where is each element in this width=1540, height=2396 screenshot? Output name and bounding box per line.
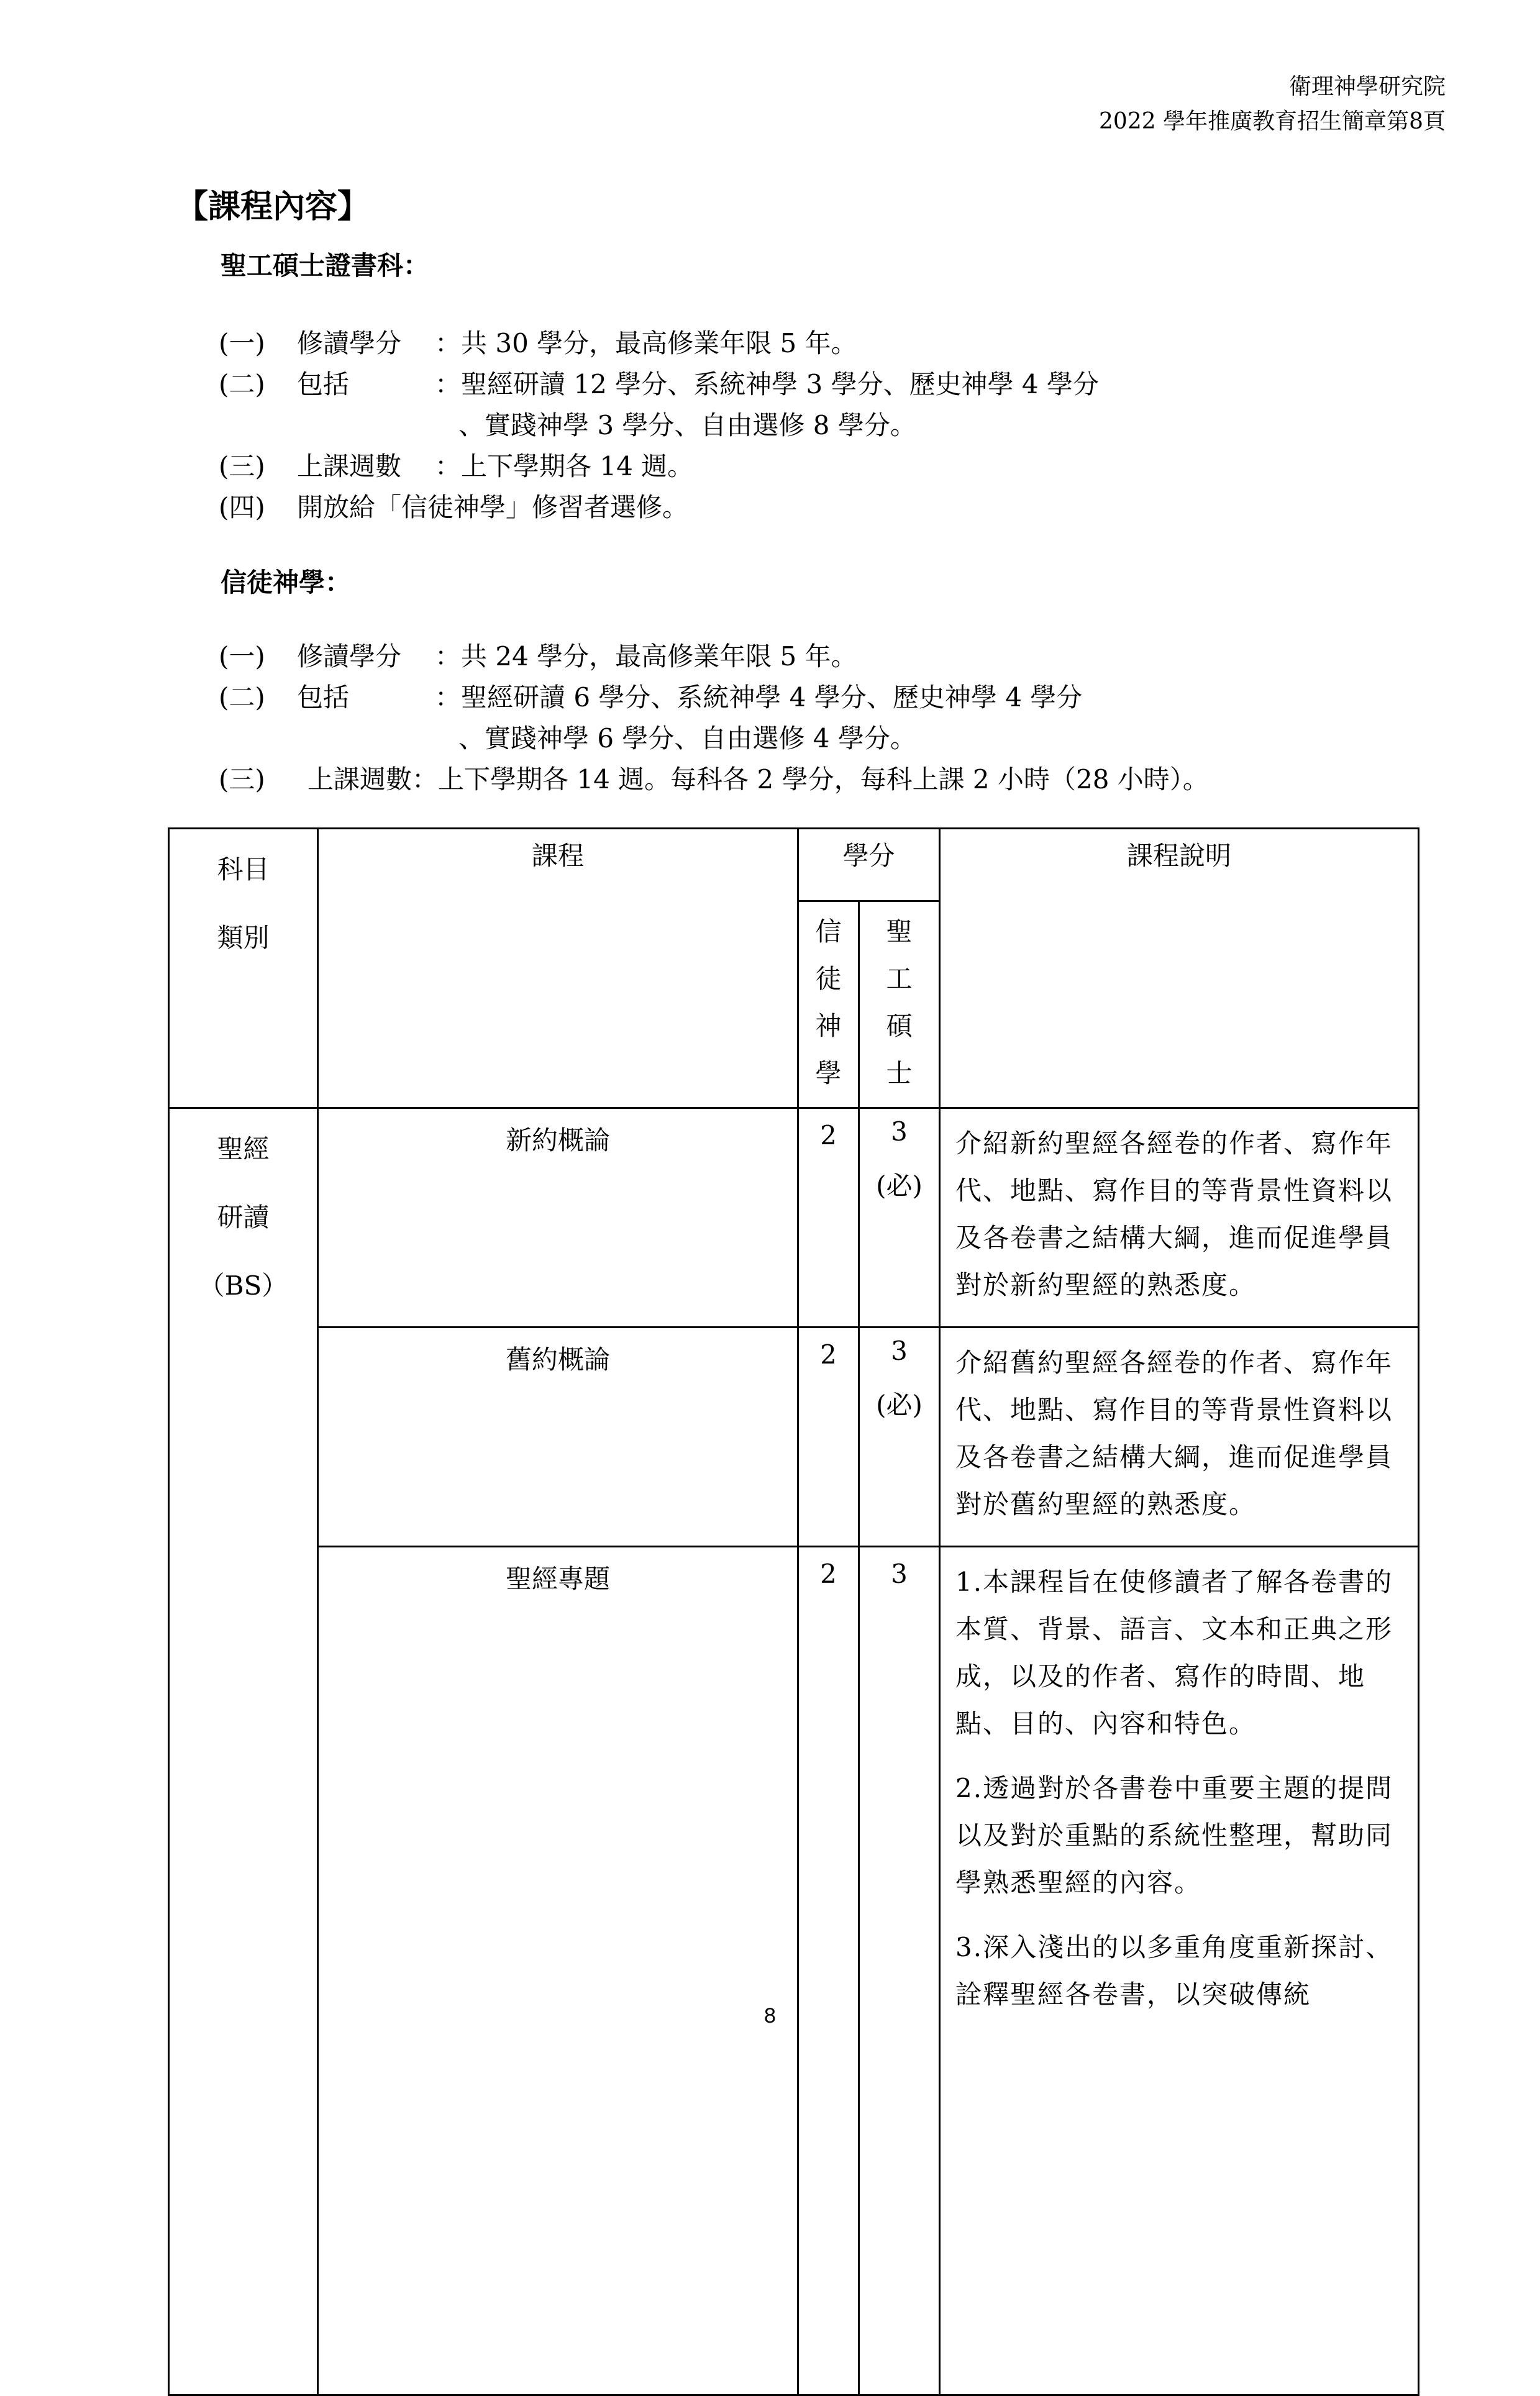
p1-item1-key: 修讀學分 <box>297 328 402 358</box>
p1-item3-value: ：上下學期各 14 週。 <box>435 451 694 481</box>
p1-item2-num: (二) <box>219 369 265 399</box>
description-paragraph: 介紹舊約聖經各經卷的作者、寫作年代、地點、寫作目的等背景性資料以及各卷書之結構大綱，進而促進學員對於舊約聖經的熟悉度。 <box>955 1347 1393 1519</box>
course-description <box>940 1328 1419 1547</box>
required-note: (必) <box>876 1170 923 1201</box>
header-credit-master <box>859 901 940 1108</box>
p1-item4-text: 開放給「信徒神學」修習者選修。 <box>297 492 689 522</box>
program2-title: 信徒神學： <box>221 567 352 598</box>
p1-item3-key: 上課週數 <box>297 451 402 481</box>
table-row <box>169 1108 1419 1328</box>
program1-title: 聖工碩士證書科： <box>221 250 430 281</box>
p2-item2-num: (二) <box>219 682 265 713</box>
course-description <box>940 1547 1419 2395</box>
p1-item2-value-cont: 、實踐神學 3 學分、自由選修 8 學分。 <box>458 410 916 440</box>
category-cell <box>169 1108 318 2395</box>
lay-char: 信 <box>815 916 842 947</box>
master-char: 碩 <box>886 1011 913 1041</box>
master-char: 聖 <box>886 916 913 947</box>
header-course: 課程 <box>318 829 798 1108</box>
p2-item3-num: (三) <box>219 764 265 795</box>
p1-item2-key: 包括 <box>297 369 350 399</box>
p2-item1-num: (一) <box>219 641 265 672</box>
course-name: 新約概論 <box>318 1108 798 1328</box>
lay-char: 徒 <box>815 963 842 994</box>
header <box>1099 70 1446 139</box>
p1-item3-num: (三) <box>219 451 265 481</box>
p1-item1-num: (一) <box>219 328 265 358</box>
header-credit-lay <box>798 901 859 1108</box>
credit-lay: 2 <box>798 1547 859 2395</box>
lay-char: 神 <box>815 1011 842 1041</box>
table-row <box>169 1328 1419 1547</box>
required-note: (必) <box>876 1390 923 1420</box>
header-brochure: 2022 學年推廣教育招生簡章第8頁 <box>1099 109 1446 134</box>
section-title: 【課程內容】 <box>176 188 370 225</box>
p2-item1-key: 修讀學分 <box>297 641 402 672</box>
p1-item1-value: ：共 30 學分，最高修業年限 5 年。 <box>435 328 857 358</box>
table-row <box>169 1547 1419 2395</box>
p1-item4-num: (四) <box>219 492 265 522</box>
course-table <box>168 827 1419 2396</box>
header-category-line1: 科目 <box>217 854 270 885</box>
p2-item3-text: 上課週數：上下學期各 14 週。每科各 2 學分，每科上課 2 小時（28 小時）。 <box>308 764 1209 795</box>
header-category <box>169 829 318 1108</box>
header-institution: 衛理神學研究院 <box>1288 74 1446 99</box>
master-char: 工 <box>886 963 913 994</box>
lay-char: 學 <box>815 1058 842 1088</box>
header-category-line2: 類別 <box>217 922 270 953</box>
header-description: 課程說明 <box>940 829 1419 1108</box>
p2-item2-value: ：聖經研讀 6 學分、系統神學 4 學分、歷史神學 4 學分 <box>435 682 1083 713</box>
category-line3: （BS） <box>198 1270 288 1301</box>
course-name: 聖經專題 <box>318 1547 798 2395</box>
course-name: 舊約概論 <box>318 1328 798 1547</box>
category-line1: 聖經 <box>217 1134 270 1164</box>
credit-lay: 2 <box>798 1328 859 1547</box>
credit-master: 3 <box>859 1547 940 2395</box>
credit-master-cell <box>859 1108 940 1328</box>
header-credits: 學分 <box>798 829 940 901</box>
p2-item1-value: ：共 24 學分，最高修業年限 5 年。 <box>435 641 857 672</box>
p2-item2-value-cont: 、實踐神學 6 學分、自由選修 4 學分。 <box>458 723 916 754</box>
p1-item2-value: ：聖經研讀 12 學分、系統神學 3 學分、歷史神學 4 學分 <box>435 369 1099 399</box>
course-description <box>940 1108 1419 1328</box>
credit-master: 3 <box>891 1116 908 1147</box>
p2-item2-key: 包括 <box>297 682 350 713</box>
description-paragraph: 介紹新約聖經各經卷的作者、寫作年代、地點、寫作目的等背景性資料以及各卷書之結構大綱，進而促進學員對於新約聖經的熟悉度。 <box>955 1128 1393 1300</box>
page-number: 8 <box>764 2004 776 2028</box>
credit-lay: 2 <box>798 1108 859 1328</box>
credit-master: 3 <box>891 1336 908 1366</box>
master-char: 士 <box>886 1058 913 1088</box>
category-line2: 研讀 <box>217 1202 270 1232</box>
credit-master-cell <box>859 1328 940 1547</box>
description-paragraph: 1.本課程旨在使修讀者了解各卷書的本質、背景、語言、文本和正典之形成，以及的作者、寫作的時間、地點、目的、內容和特色。 <box>955 1567 1393 1739</box>
description-paragraph: 3.深入淺出的以多重角度重新探討、詮釋聖經各卷書，以突破傳統 <box>955 1932 1393 2010</box>
description-paragraph: 2.透過對於各書卷中重要主題的提問以及對於重點的系統性整理，幫助同學熟悉聖經的內容。 <box>955 1773 1393 1898</box>
